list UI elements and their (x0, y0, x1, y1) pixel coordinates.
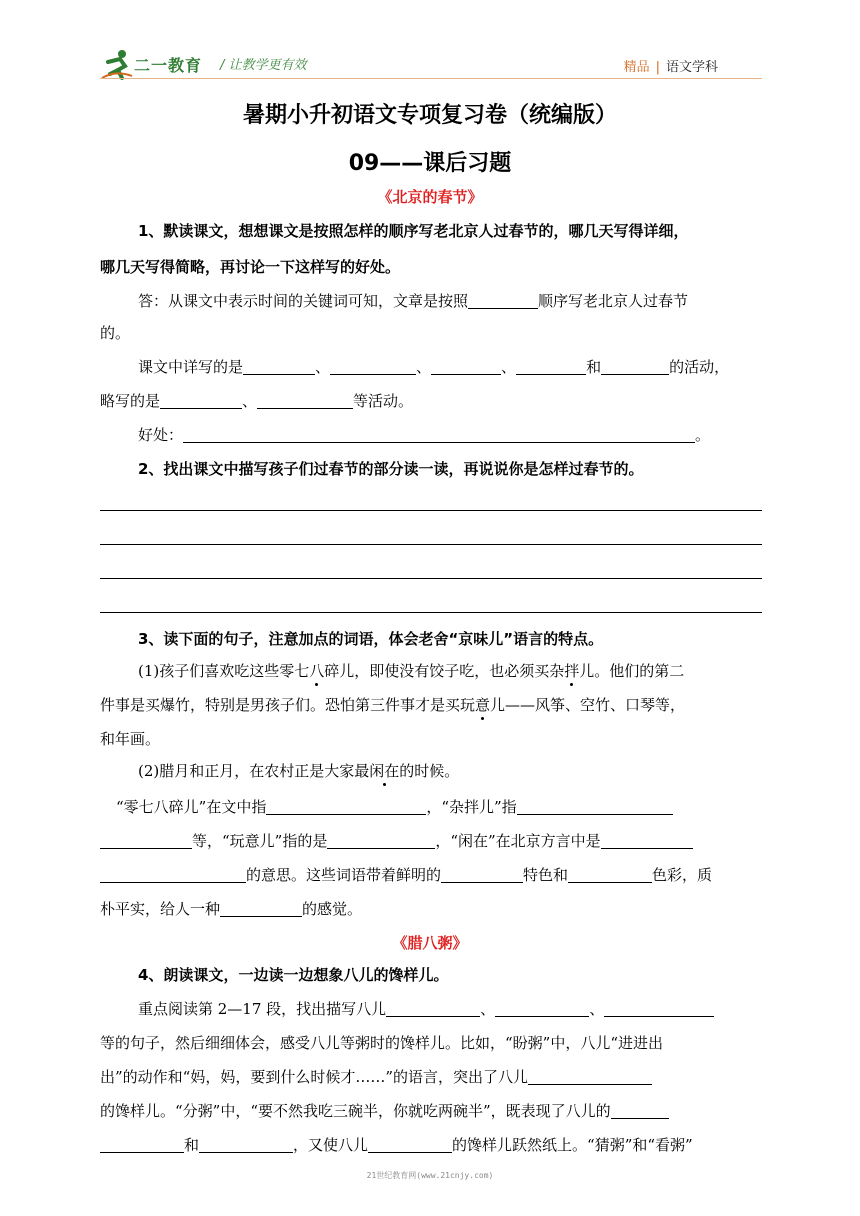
sentence-text: 。他们的第二 (594, 662, 685, 680)
benefit-blank[interactable] (183, 426, 695, 443)
laba-line-4 (100, 1100, 762, 1122)
laba-line-5 (100, 1134, 762, 1156)
page-title: 暑期小升初语文专项复习卷（统编版） (242, 103, 617, 128)
answer-rule-4[interactable] (100, 612, 762, 613)
laba-line-2: 等的句子，然后细细体会，感受八儿等粥时的馋样儿。比如，“盼粥”中，八儿“进进出 (100, 1034, 664, 1052)
answer-order-line-2: 的。 (100, 324, 131, 342)
dialect-blank-2[interactable] (517, 798, 673, 815)
question-2: 2、找出课文中描写孩子们过春节的部分读一读，再说说你是怎样过春节的。 (138, 460, 644, 478)
answer-order-line (138, 290, 800, 312)
laba-text: 的馋样儿跃然纸上。“猜粥”和“看粥” (452, 1136, 693, 1154)
answer-order-text-2: 顺序写老北京人过春节 (538, 292, 689, 310)
question-1-line-2: 哪几天写得简略，再讨论一下这样写的好处。 (100, 258, 401, 276)
dialect-line-1 (116, 796, 778, 818)
question-4: 4、朗读课文，一边读一边想象八儿的馋样儿。 (138, 966, 449, 984)
period: 。 (695, 426, 711, 444)
dialect-blank-4[interactable] (327, 832, 435, 849)
dialect-text: 特色和 (523, 866, 569, 884)
order-blank[interactable] (468, 292, 538, 309)
laba-line-1 (138, 998, 800, 1020)
page-header (100, 46, 770, 82)
laba-line-3 (100, 1066, 762, 1088)
dialect-line-3 (100, 864, 762, 886)
sentence-text: (2)腊月和正月，在农村正是大家最 (138, 762, 370, 780)
dialect-line-4 (100, 898, 762, 920)
separator: 、 (589, 1000, 605, 1018)
dialect-blank-7[interactable] (441, 866, 523, 883)
sentence-text: 的时候。 (399, 762, 460, 780)
dialect-blank-6[interactable] (100, 866, 246, 883)
dialect-text: 等，“玩意儿”指的是 (192, 832, 328, 850)
sentence-text: ，即使没有饺子吃，也必须买 (354, 662, 550, 680)
answer-rule-2[interactable] (100, 544, 762, 545)
separator: 、 (315, 358, 331, 376)
detailed-blank-4[interactable] (516, 358, 586, 375)
question-3: 3、读下面的句子，注意加点的词语，体会老舍“京味儿”语言的特点。 (138, 630, 604, 648)
answer-rule-1[interactable] (100, 510, 762, 511)
dialect-line-2 (100, 830, 762, 852)
dotted-word: 零七八碎儿 (279, 662, 355, 680)
page-footer: 21世纪教育网(www.21cnjy.com) (366, 1171, 494, 1180)
dialect-blank-9[interactable] (220, 900, 302, 917)
brief-label: 略写的是 (100, 392, 161, 410)
separator: 、 (501, 358, 517, 376)
dialect-blank-8[interactable] (568, 866, 652, 883)
detailed-label: 课文中详写的是 (138, 358, 244, 376)
detailed-blank-3[interactable] (431, 358, 501, 375)
benefit-line (138, 424, 800, 446)
slogan: / 让教学更有效 (220, 58, 307, 73)
header-subject (624, 56, 718, 75)
detailed-suffix: 的活动， (669, 358, 730, 376)
brief-blank-1[interactable] (160, 392, 242, 409)
subject-label: 语文学科 (665, 60, 718, 75)
sentence-1-line-1 (138, 660, 800, 682)
header-divider (100, 78, 762, 79)
brief-blank-2[interactable] (257, 392, 353, 409)
dialect-text: 色彩，质 (652, 866, 713, 884)
question-1-line-1: 1、默读课文，想想课文是按照怎样的顺序写老北京人过春节的，哪几天写得详细， (138, 222, 689, 240)
brief-activities-line (100, 390, 762, 412)
dialect-text: 的意思。这些词语带着鲜明的 (246, 866, 442, 884)
header-separator: | (655, 60, 660, 75)
laba-blank-6[interactable] (100, 1136, 184, 1153)
separator: 、 (416, 358, 432, 376)
dialect-blank-3[interactable] (100, 832, 192, 849)
dialect-text: “零七八碎儿”在文中指 (116, 798, 267, 816)
separator: 、 (480, 1000, 496, 1018)
quality-badge: 精品 (623, 60, 650, 75)
dialect-blank-5[interactable] (601, 832, 693, 849)
page-subtitle: 09——课后习题 (348, 151, 512, 176)
conjunction: 和 (586, 358, 602, 376)
laba-text: 出”的动作和“妈，妈，要到什么时候才……”的语言，突出了八儿 (100, 1068, 529, 1086)
detailed-activities-line (138, 356, 800, 378)
laba-blank-2[interactable] (495, 1000, 589, 1017)
laba-text: 的馋样儿。“分粥”中，“要不然我吃三碗半，你就吃两碗半”，既表现了八儿的 (100, 1102, 611, 1120)
sentence-text: ——风筝、空竹、口琴等， (505, 696, 686, 714)
dotted-word: 闲在 (369, 762, 400, 780)
detailed-blank-5[interactable] (601, 358, 669, 375)
laba-blank-8[interactable] (368, 1136, 452, 1153)
laba-blank-4[interactable] (528, 1068, 652, 1085)
sentence-text: (1)孩子们喜欢吃这些 (138, 662, 280, 680)
sentence-1-line-3: 和年画。 (100, 730, 161, 748)
dialect-blank-1[interactable] (266, 798, 426, 815)
sentence-2 (138, 760, 800, 782)
laba-text: ，又使八儿 (293, 1136, 369, 1154)
logo (100, 48, 220, 82)
dialect-text: 朴平实，给人一种 (100, 900, 221, 918)
answer-rule-3[interactable] (100, 578, 762, 579)
detailed-blank-2[interactable] (330, 358, 416, 375)
sentence-text: 件事是买爆竹，特别是男孩子们。恐怕第三件事才是买 (100, 696, 461, 714)
separator: 、 (242, 392, 258, 410)
detailed-blank-1[interactable] (243, 358, 315, 375)
section-heading-beijing: 《北京的春节》 (377, 188, 483, 206)
laba-blank-3[interactable] (604, 1000, 714, 1017)
laba-blank-5[interactable] (611, 1102, 669, 1119)
dialect-text: 的感觉。 (302, 900, 363, 918)
sentence-1-line-2 (100, 694, 762, 716)
dialect-text: ，“闲在”在北京方言中是 (435, 832, 601, 850)
logo-text: 二一教育 (134, 56, 203, 75)
laba-text: 和 (184, 1136, 200, 1154)
runner-logo-icon (100, 48, 134, 82)
laba-text: 重点阅读第 2—17 段，找出描写八儿 (138, 1000, 387, 1018)
dialect-text: ，“杂拌儿”指 (426, 798, 517, 816)
answer-order-text: 答：从课文中表示时间的关键词可知，文章是按照 (138, 292, 469, 310)
laba-blank-1[interactable] (386, 1000, 480, 1017)
section-heading-laba: 《腊八粥》 (392, 934, 468, 952)
dotted-word: 玩意儿 (460, 696, 506, 714)
brief-suffix: 等活动。 (353, 392, 414, 410)
benefit-label: 好处： (138, 426, 184, 444)
dotted-word: 杂拌儿 (549, 662, 595, 680)
laba-blank-7[interactable] (199, 1136, 293, 1153)
